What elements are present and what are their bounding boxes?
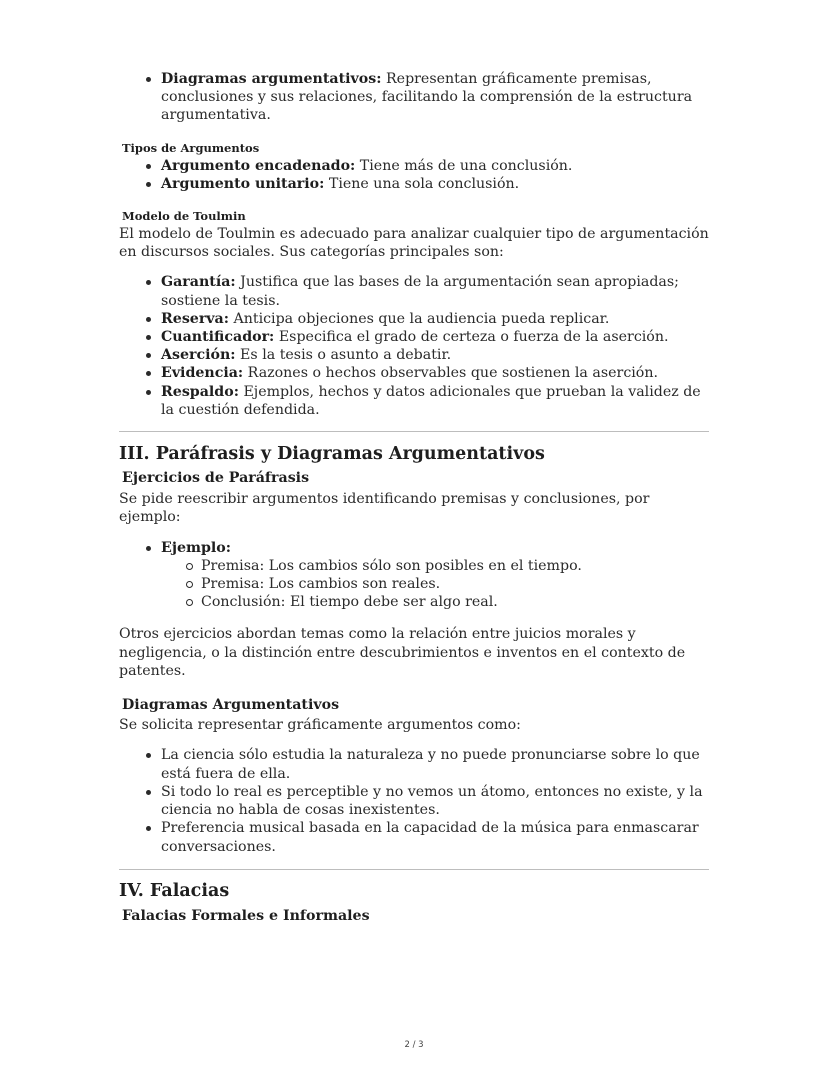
diagramas-list xyxy=(119,746,709,855)
toulmin-list xyxy=(119,273,709,419)
item-description: Ejemplos, hechos y datos adicionales que prueban la validez de la cuestión defendida. xyxy=(161,383,701,418)
list-item xyxy=(161,364,709,382)
list-item xyxy=(161,70,709,125)
item-term: Evidencia: xyxy=(161,365,244,382)
ejercicios-outro: Otros ejercicios abordan temas como la relación entre juicios morales y negligencia, o la distinción entre descubrimientos e inventos en el contexto de patentes. xyxy=(119,626,686,679)
diagramas-intro: Se solicita representar gráficamente argumentos como: xyxy=(119,717,521,734)
item-term: Aserción: xyxy=(161,347,236,364)
item-description: Razones o hechos observables que sostienen la aserción. xyxy=(243,365,658,382)
diagramas-heading: Diagramas Argumentativos xyxy=(122,697,340,714)
ejercicios-heading: Ejercicios de Paráfrasis xyxy=(122,470,310,487)
list-item xyxy=(161,539,709,612)
section-3-title: III. Paráfrasis y Diagramas Argumentativos xyxy=(119,444,545,465)
section-divider xyxy=(119,431,709,432)
list-item xyxy=(161,175,709,193)
falacias-heading: Falacias Formales e Informales xyxy=(122,907,370,924)
item-description: Representan gráficamente premisas, conclusiones y sus relaciones, facilitando la comprensión de la estructura argumentativa. xyxy=(161,71,693,124)
list-item xyxy=(161,328,709,346)
item-term: Argumento encadenado: xyxy=(161,157,356,174)
list-item xyxy=(161,157,709,175)
item-term: Reserva: xyxy=(161,310,229,327)
item-description: Tiene más de una conclusión. xyxy=(355,157,573,174)
list-item xyxy=(161,346,709,364)
list-item: Preferencia musical basada en la capacidad de la música para enmascarar conversaciones. xyxy=(161,819,709,855)
item-term: Respaldo: xyxy=(161,383,239,400)
ejercicios-intro: Se pide reescribir argumentos identificando premisas y conclusiones, por ejemplo: xyxy=(119,491,650,526)
toulmin-heading: Modelo de Toulmin xyxy=(122,209,246,224)
tipos-list xyxy=(119,157,709,193)
list-item xyxy=(161,383,709,419)
toulmin-intro: El modelo de Toulmin es adecuado para analizar cualquier tipo de argumentación en discursos sociales. Sus categorías principales son: xyxy=(119,226,709,261)
list-item xyxy=(161,310,709,328)
section-divider xyxy=(119,869,709,870)
item-description: Anticipa objeciones que la audiencia pueda replicar. xyxy=(228,310,610,327)
item-description: Especifica el grado de certeza o fuerza de la aserción. xyxy=(274,329,669,346)
section-4-title: IV. Falacias xyxy=(119,880,230,901)
tipos-heading: Tipos de Argumentos xyxy=(122,140,260,155)
item-term: Cuantificador: xyxy=(161,329,275,346)
page-content xyxy=(119,68,709,925)
intro-list xyxy=(119,70,709,125)
list-item: Si todo lo real es perceptible y no vemos un átomo, entonces no existe, y la ciencia no habla de cosas inexistentes. xyxy=(161,783,709,819)
list-item xyxy=(161,273,709,309)
sub-list-item: Conclusión: El tiempo debe ser algo real. xyxy=(201,593,709,611)
list-item: La ciencia sólo estudia la naturaleza y no puede pronunciarse sobre lo que está fuera de ella. xyxy=(161,746,709,782)
item-term: Garantía: xyxy=(161,274,236,291)
example-list xyxy=(119,539,709,612)
sub-list-item: Premisa: Los cambios son reales. xyxy=(201,575,709,593)
page-number: 2 / 3 xyxy=(404,1040,424,1050)
item-term: Diagramas argumentativos: xyxy=(161,71,382,87)
example-label: Ejemplo: xyxy=(161,539,231,556)
item-description: Tiene una sola conclusión. xyxy=(324,175,520,192)
sub-list-item: Premisa: Los cambios sólo son posibles en el tiempo. xyxy=(201,557,709,575)
item-term: Argumento unitario: xyxy=(161,175,325,192)
item-description: Es la tesis o asunto a debatir. xyxy=(235,347,452,364)
item-description: Justifica que las bases de la argumentación sean apropiadas; sostiene la tesis. xyxy=(161,274,679,309)
example-sublist xyxy=(161,557,709,612)
